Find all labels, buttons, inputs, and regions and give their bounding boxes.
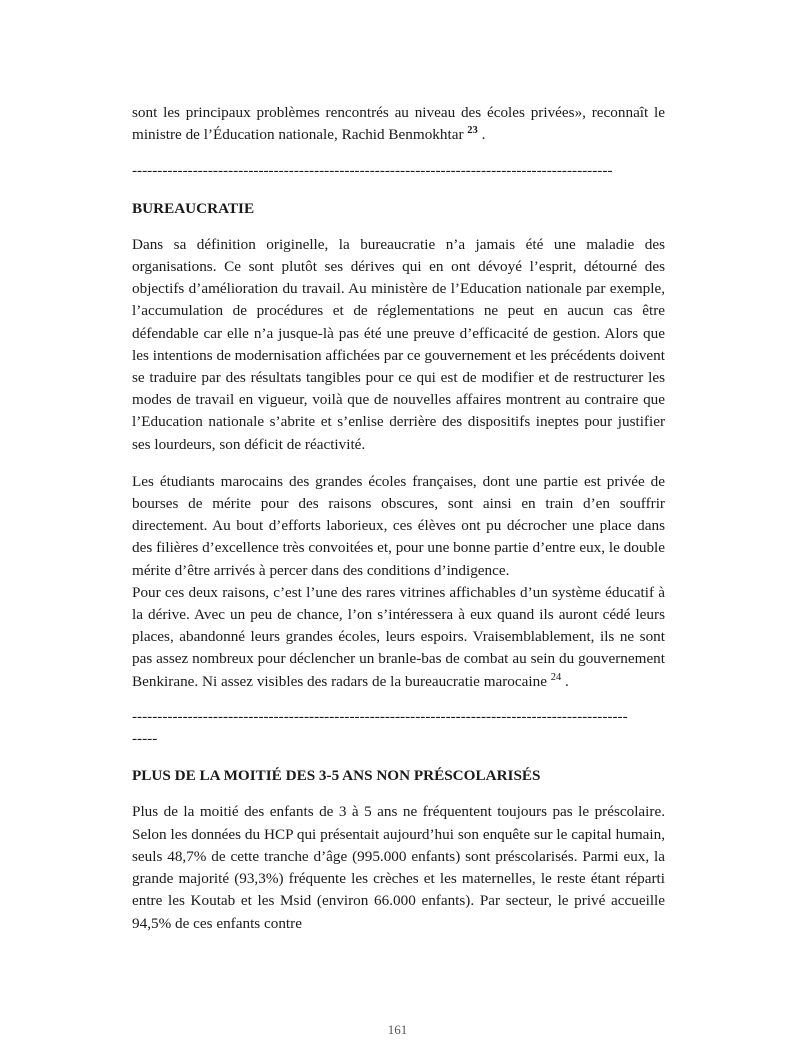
footnote-ref-24[interactable]: 24 — [550, 671, 562, 683]
bureaucratie-paragraph-2: Les étudiants marocains des grandes écoles françaises, dont une partie est privée de bourses de mérite pour des raisons obscures, sont ainsi en train d’en souffrir directement. Au bout d’efforts laborieux, ces élèves ont pu décrocher une place dans des filières d’excellence très convoitées et, pour une bonne partie d’entre eux, le double mérite d’être arrivés à percer dans des conditions d’indigence. — [132, 472, 665, 579]
separator-line-2a: -------------------------------------------------------------------------------------------------- — [132, 707, 628, 725]
bureaucratie-paragraph-3-text: Pour ces deux raisons, c’est l’une des rares vitrines affichables d’un système éducatif à la dérive. Avec un peu de chance, l’on s’intéressera à eux quand ils auront cédé leurs places, abandonné leurs grandes écoles, leurs espoirs. Vraisemblablement, ils ne sont pas assez nombreux pour déclencher un branle-bas de combat au sein du gouvernement Benkirane. Ni assez visibles des radars de la bureaucratie marocaine — [132, 583, 665, 690]
intro-tail: . — [481, 126, 486, 144]
document-page — [132, 100, 665, 935]
section-heading-prescolaire: PLUS DE LA MOITIÉ DES 3-5 ANS NON PRÉSCOLARISÉS — [132, 767, 541, 785]
bureaucratie-paragraph-1: Dans sa définition originelle, la bureaucratie n’a jamais été une maladie des organisations. Ce sont plutôt ses dérives qui en ont dévoyé l’esprit, détourné des objectifs d’amélioration du travail. Au ministère de l’Education nationale par exemple, l’accumulation de procédures et de réglementations ne peut en aucun cas être défendable car elle n’a jusque-là pas été une preuve d’efficacité de gestion. Alors que les intentions de modernisation affichées par ce gouvernement et les précédents doivent se traduire par des résultats tangibles pour ce qui est de modifier et de restructurer les modes de travail en vigueur, voilà que de nouvelles affaires montrent au contraire que l’Education nationale s’abrite et s’enlise derrière des dispositifs ineptes pour justifier ses lourdeurs, son déficit de réactivité. — [132, 235, 665, 453]
section-heading-bureaucratie: BUREAUCRATIE — [132, 199, 255, 217]
separator-line: ----------------------------------------------------------------------------------------------- — [132, 162, 613, 180]
intro-text: sont les principaux problèmes rencontrés au niveau des écoles privées», reconnaît le ministre de l’Éducation nationale, Rachid Benmokhtar — [132, 104, 665, 144]
intro-paragraph — [132, 102, 665, 146]
page-number: 161 — [387, 1022, 408, 1037]
bureaucratie-paragraph-3-tail: . — [565, 672, 569, 690]
bureaucratie-paragraph-3 — [132, 582, 665, 693]
footnote-ref-23[interactable]: 23 — [467, 125, 478, 137]
separator-line-2b: ----- — [132, 730, 158, 748]
prescolaire-paragraph-1: Plus de la moitié des enfants de 3 à 5 ans ne fréquentent toujours pas le préscolaire. Selon les données du HCP qui présentait aujourd’hui son enquête sur le capital humain, seuls 48,7% de cette tranche d’âge (995.000 enfants) sont préscolarisés. Parmi eux, la grande majorité (93,3%) fréquente les crèches et les maternelles, le reste étant réparti entre les Koutab et les Msid (environ 66.000 enfants). Par secteur, le privé accueille 94,5% de ces enfants contre — [132, 803, 665, 932]
